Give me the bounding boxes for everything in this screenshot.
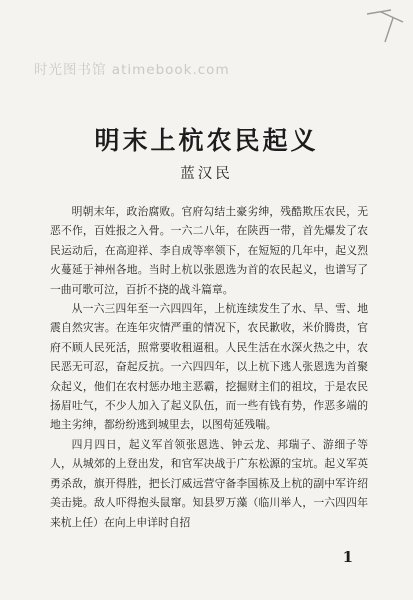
article-title: 明末上杭农民起义: [94, 126, 319, 155]
scan-corner-mark: [363, 8, 407, 48]
page-number: 1: [342, 548, 353, 566]
body-paragraph: 明朝末年，政治腐败。官府勾结土豪劣绅，残酷欺压农民，无恶不作，百姓报之入骨。一六二八年，在陕西一带，首先爆发了农民运动后，在高迎祥、李自成等率领下，在短短的几年中，起义烈火蔓延于神州各地。当时上杭以张恩选为首的农民起义，也谱写了一曲可歌可泣，百折不挠的战斗篇章。: [50, 205, 368, 296]
watermark-text: 时光图书馆 atimebook.com: [34, 62, 230, 78]
article-body: [50, 202, 368, 532]
body-paragraph: 从一六三四年至一六四四年，上杭连续发生了水、旱、雪、地震自然灾害。在连年灾情严重的情况下，农民歉收，米价腾贵，官府不顾人民死活，照常要收租逼租。人民生活在水深火热之中，农民恶无可忍，奋起反抗。一六四四年，以上杭下逃人张恩选为首聚众起义，他们在农村惩办地主恶霸，挖掘财主们的祖坟，于是农民扬眉吐气，不少人加入了起义队伍，而一些有钱有势，作恶多端的地主劣绅，都纷纷逃到城里去，以图苟延残喘。: [50, 302, 368, 432]
body-paragraph: 四月四日，起义军首领张恩选、钟云龙、邦瑞子、游细子等人，从城郊的上登出发，和官军决战于广东松源的宝坑。起义军英勇杀敌，旗开得胜，把长汀威远营守备李国栋及上杭的副中军许绍美击毙。敌人吓得抱头鼠窜。知县罗万藻（临川举人，一六四四年来杭上任）在向上申详时自招: [50, 437, 368, 529]
article-author: 蓝汉民: [180, 166, 233, 182]
